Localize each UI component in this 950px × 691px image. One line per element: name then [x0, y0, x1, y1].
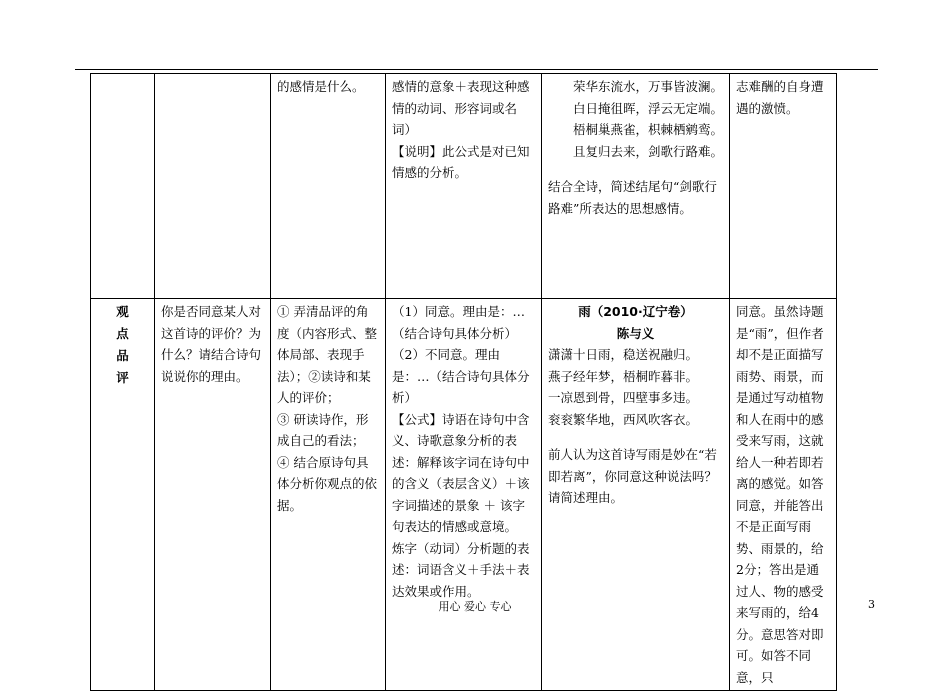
method-text: 的感情是什么。: [277, 79, 365, 94]
question-cell: [155, 74, 271, 299]
formula-item: 炼字（动词）分析题的表述：词语含义＋手法＋表达效果或作用。: [392, 540, 530, 599]
method-cell: [271, 299, 386, 691]
category-char: 品: [116, 348, 129, 363]
category-cell: [91, 299, 155, 691]
poem-title: 雨（2010·辽宁卷）: [578, 304, 693, 319]
method-step: ① 弄清品评的角度（内容形式、整体局部、表现手法）；②读诗和某人的评价；: [277, 304, 378, 405]
table-row: [91, 299, 837, 691]
formula-cell: [386, 299, 542, 691]
poem-line: 荣华东流水，万事皆波澜。: [573, 79, 724, 94]
formula-note: 【说明】此公式是对已知情感的分析。: [392, 143, 530, 180]
poem-line: 潇潇十日雨，稳送祝融归。: [548, 347, 699, 362]
poem-line: 一凉恩到骨，四壁事多违。: [548, 390, 699, 405]
footer-text: 用心 爱心 专心: [438, 600, 512, 613]
poem-line: 衮衮繁华地，西风吹客衣。: [548, 411, 699, 427]
example-question: 结合全诗，简述结尾句“剑歌行路难”所表达的思想感情。: [548, 179, 717, 216]
example-cell: [542, 74, 730, 299]
formula-cell: [386, 74, 542, 299]
poem-author: 陈与义: [616, 325, 655, 341]
example-cell: [542, 299, 730, 691]
header-rule: [75, 69, 878, 70]
method-cell: [271, 74, 386, 299]
poem-line: 燕子经年梦，梧桐昨暮非。: [548, 368, 699, 384]
answer-cell: [730, 299, 837, 691]
poem-line: 白日掩徂晖，浮云无定端。: [573, 100, 724, 116]
table-row: [91, 74, 837, 299]
formula-item: （1）同意。理由是：…（结合诗句具体分析）: [392, 304, 525, 341]
answer-text: 同意。虽然诗题是“雨”，但作者却不是正面描写雨势、雨景，而是通过写动植物和人在雨中的感受来写雨，这就给人一种若即若离的感觉。如答同意，并能答出不是正面写雨势、雨景的，给2分；答出是通过人、物的感受来写雨的，给4分。意思答对即可。如答不同意，只: [736, 304, 824, 685]
category-char: 点: [116, 326, 129, 341]
answer-text: 志难酬的自身遭遇的激愤。: [736, 79, 824, 116]
page-number: 3: [868, 598, 875, 611]
example-question: 前人认为这首诗写雨是妙在“若即若离”，你同意这种说法吗？请简述理由。: [548, 447, 717, 505]
poem-line: 且复归去来，剑歌行路难。: [573, 143, 724, 159]
answer-cell: [730, 74, 837, 299]
poem-line: 梧桐巢燕雀，枳棘栖鹓鸾。: [573, 122, 724, 137]
formula-item: 【公式】诗语在诗句中含义、诗歌意象分析的表述：解释该字词在诗句中的含义（表层含义）＋该字词描述的景象 ＋ 该字句表达的情感或意境。: [392, 411, 530, 534]
formula-item: （2）不同意。理由是：…（结合诗句具体分析）: [392, 347, 530, 405]
method-step: ③ 研读诗作，形成自己的看法；: [277, 411, 369, 448]
formula-text: 感情的意象＋表现这种感情的动词、形容词或名词）: [392, 79, 530, 137]
question-cell: [155, 299, 271, 691]
category-char: 评: [116, 370, 129, 385]
question-text: 你是否同意某人对这首诗的评价？为什么？请结合诗句说说你的理由。: [161, 304, 262, 384]
method-step: ④ 结合原诗句具体分析你观点的依据。: [277, 454, 378, 513]
category-char: 观: [116, 304, 129, 319]
category-cell: [91, 74, 155, 299]
